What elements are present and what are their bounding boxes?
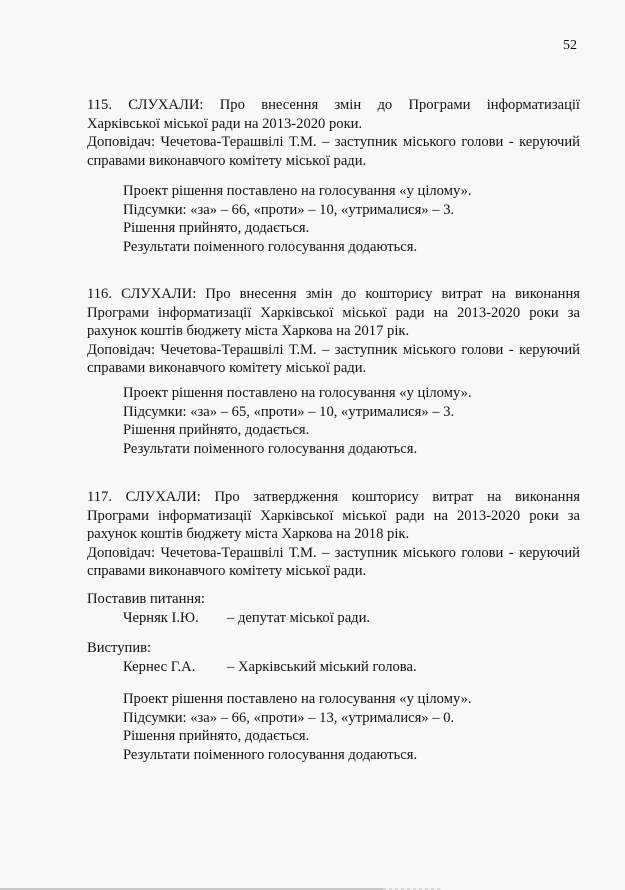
vote-line: Підсумки: «за» – 66, «проти» – 13, «утрималися» – 0. <box>123 709 455 726</box>
speaker-line: справами виконавчого комітету міської ради. <box>87 563 367 580</box>
speaker-line: Доповідач: Чечетова-Терашвілі Т.М. – заступник міського голови - керуючий <box>87 341 580 358</box>
heading-line: 115. СЛУХАЛИ: Про внесення змін до Програми інформатизації <box>87 97 580 113</box>
heading-line: рахунок коштів бюджету міста Харкова на 2018 рік. <box>87 526 410 543</box>
item-117-vote <box>87 690 580 764</box>
item-115-heading <box>87 96 580 170</box>
heading-line: Програми інформатизації Харківської міської ради на 2013-2020 роки за <box>87 304 580 321</box>
raised-question-name: Черняк І.Ю. <box>123 609 199 626</box>
heading-line: Харківської міської ради на 2013-2020 роки. <box>87 115 363 132</box>
raised-question-role: – депутат міської ради. <box>227 609 371 626</box>
item-116-heading <box>87 285 580 378</box>
spoke-name: Кернес Г.А. <box>123 658 196 675</box>
item-117-raised-question <box>87 590 580 627</box>
vote-line: Результати поіменного голосування додаються. <box>123 440 418 457</box>
spoke-role: – Харківський міський голова. <box>227 658 417 675</box>
item-115-vote <box>87 182 580 256</box>
item-116-vote <box>87 384 580 458</box>
vote-line: Результати поіменного голосування додаються. <box>123 238 418 255</box>
heading-line: 116. СЛУХАЛИ: Про внесення змін до кошторису витрат на виконання <box>87 286 580 302</box>
vote-line: Рішення прийнято, додається. <box>123 422 310 439</box>
vote-line: Результати поіменного голосування додаються. <box>123 746 418 763</box>
heading-line: рахунок коштів бюджету міста Харкова на 2017 рік. <box>87 323 410 340</box>
vote-line: Проект рішення поставлено на голосування «у цілому». <box>123 183 472 199</box>
vote-line: Проект рішення поставлено на голосування «у цілому». <box>123 385 472 401</box>
vote-line: Рішення прийнято, додається. <box>123 220 310 237</box>
vote-line: Рішення прийнято, додається. <box>123 728 310 745</box>
vote-line: Проект рішення поставлено на голосування «у цілому». <box>123 691 472 707</box>
vote-line: Підсумки: «за» – 65, «проти» – 10, «утрималися» – 3. <box>123 403 455 420</box>
page-number: 52 <box>563 38 577 53</box>
speaker-line: справами виконавчого комітету міської ради. <box>87 152 367 169</box>
speaker-line: Доповідач: Чечетова-Терашвілі Т.М. – заступник міського голови - керуючий <box>87 544 580 561</box>
vote-line: Підсумки: «за» – 66, «проти» – 10, «утрималися» – 3. <box>123 201 455 218</box>
raised-question-label: Поставив питання: <box>87 591 205 607</box>
speaker-line: Доповідач: Чечетова-Терашвілі Т.М. – заступник міського голови - керуючий <box>87 134 580 151</box>
spoke-label: Виступив: <box>87 640 152 656</box>
item-117-spoke <box>87 639 580 676</box>
speaker-line: справами виконавчого комітету міської ради. <box>87 360 367 377</box>
item-117-heading <box>87 488 580 581</box>
heading-line: Програми інформатизації Харківської міської ради на 2013-2020 роки за <box>87 507 580 524</box>
heading-line: 117. СЛУХАЛИ: Про затвердження кошторису витрат на виконання <box>87 489 580 505</box>
